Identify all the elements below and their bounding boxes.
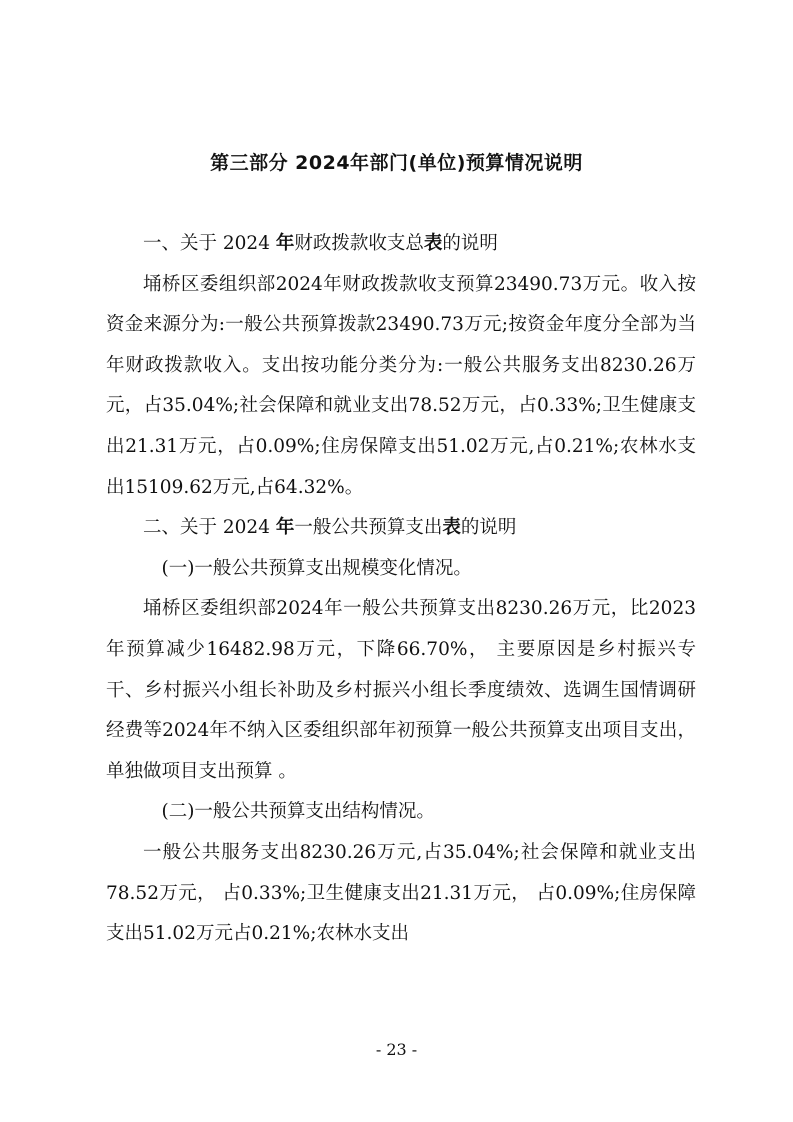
page-number: - 23 - xyxy=(375,1040,418,1059)
section-2-heading-year-suffix: 年 xyxy=(275,517,295,539)
section-1-heading xyxy=(106,224,696,265)
section-2-heading-table: 表 xyxy=(442,517,461,539)
section-1-heading-year-suffix: 年 xyxy=(275,233,295,254)
subsection-1-paragraph: 埇桥区委组织部2024年一般公共预算支出8230.26万元，比2023年预算减少16482.98万元，下降66.70%， 主要原因是乡村振兴专干、乡村振兴小组长补助及乡村振兴小组长季度绩效、选调生国情调研经费等2024年不纳入区委组织部年初预算一般公共预算支出项目支出，单独做项目支出预算 。 xyxy=(106,598,696,782)
section-2-heading xyxy=(106,508,696,549)
section-2-heading-mid: 一般公共预算支出 xyxy=(294,517,443,539)
section-1-heading-mid: 财政拨款收支总 xyxy=(294,233,424,254)
section-1-heading-pre: 一、关于 2024 xyxy=(143,233,276,254)
page-title: 第三部分 2024年部门(单位)预算情况说明 xyxy=(210,152,583,174)
section-1-heading-post: 的说明 xyxy=(442,233,498,254)
section-1-heading-table: 表 xyxy=(423,233,443,254)
subsection-2-heading: (二)一般公共预算支出结构情况。 xyxy=(161,801,435,823)
document-body xyxy=(106,224,696,955)
subsection-1-heading: (一)一般公共预算支出规模变化情况。 xyxy=(161,557,472,579)
section-1-paragraph: 埇桥区委组织部2024年财政拨款收支预算23490.73万元。收入按资金来源分为:一般公共预算拨款23490.73万元;按资金年度分全部为当年财政拨款收入。支出按功能分类分为:一般公共服务支出8230.26万元，占35.04%;社会保障和就业支出78.52万元，占0.33%;卫生健康支出21.31万元，占0.09%;住房保障支出51.02万元,占0.21%;农林水支出15109.62万元,占64.32%。 xyxy=(106,273,696,498)
section-2-heading-post: 的说明 xyxy=(460,517,517,539)
subsection-2-paragraph: 一般公共服务支出8230.26万元,占35.04%;社会保障和就业支出78.52万元， 占0.33%;卫生健康支出21.31万元， 占0.09%;住房保障支出51.02万元占0.21%;农林水支出 xyxy=(106,841,696,945)
section-2-heading-pre: 二、关于 2024 xyxy=(143,517,276,539)
